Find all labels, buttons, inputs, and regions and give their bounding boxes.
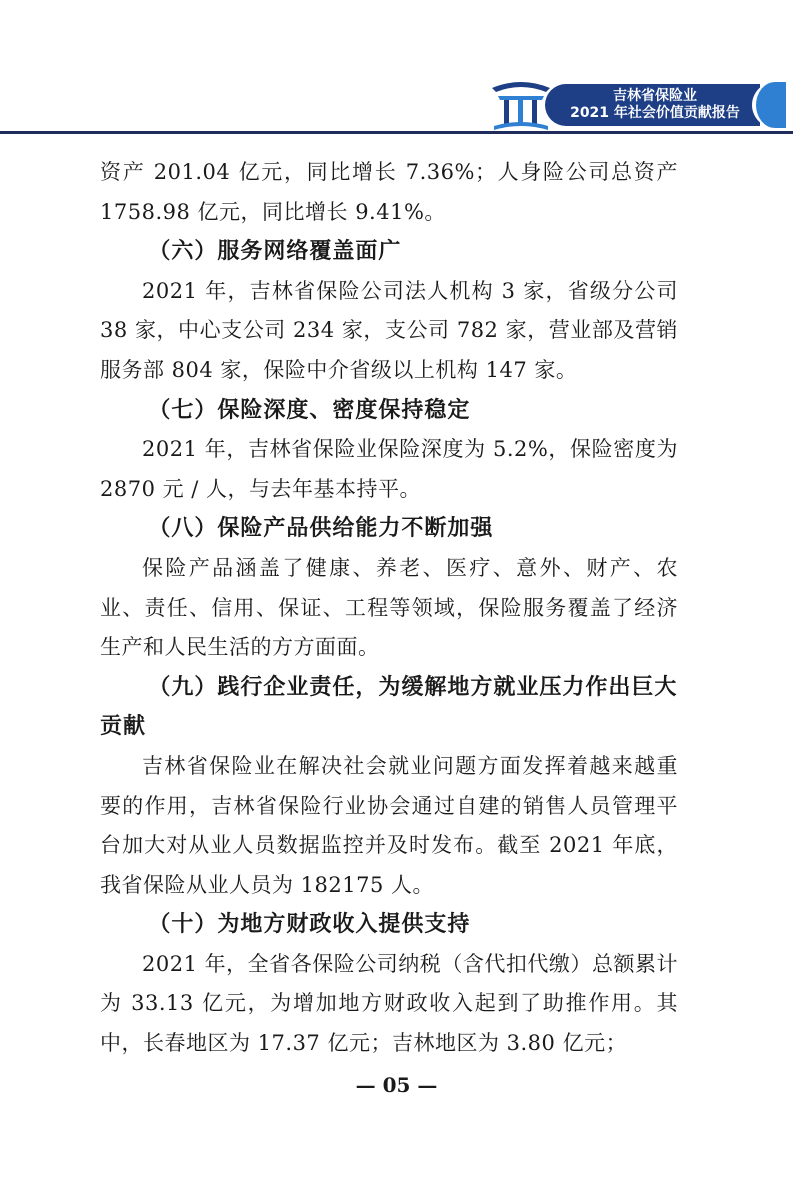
paragraph-tax: 2021 年，全省各保险公司纳税（含代扣代缴）总额累计为 33.13 亿元，为增加地方财政收入起到了助推作用。其中，长春地区为 17.37 亿元；吉林地区为 3.80 亿元； [100, 951, 678, 1056]
header-title [560, 88, 750, 122]
section-heading-9: （九）践行企业责任，为缓解地方就业压力作出巨大贡献 [100, 673, 678, 740]
gate-logo-icon [490, 78, 552, 132]
header-rule [0, 131, 793, 134]
header-title-line1: 吉林省保险业 [613, 88, 697, 104]
header-title-line2: 2021 年社会价值贡献报告 [570, 105, 740, 121]
paragraph-assets: 资产 201.04 亿元，同比增长 7.36%；人身险公司总资产 1758.98 亿元，同比增长 9.41%。 [100, 160, 678, 224]
paragraph-products: 保险产品涵盖了健康、养老、医疗、意外、财产、农业、责任、信用、保证、工程等领域，保险服务覆盖了经济生产和人民生活的方方面面。 [100, 555, 678, 660]
section-heading-6: （六）服务网络覆盖面广 [148, 238, 402, 265]
section-heading-8: （八）保险产品供给能力不断加强 [148, 515, 494, 542]
paragraph-service-network: 2021 年，吉林省保险公司法人机构 3 家，省级分公司 38 家，中心支公司 234 家，支公司 782 家，营业部及营销服务部 804 家，保险中介省级以上机构 147 家。 [100, 278, 678, 382]
paragraph-depth-density: 2021 年，吉林省保险业保险深度为 5.2%，保险密度为 2870 元 / 人，与去年基本持平。 [100, 437, 678, 501]
section-heading-10: （十）为地方财政收入提供支持 [148, 911, 471, 938]
paragraph-employment: 吉林省保险业在解决社会就业问题方面发挥着越来越重要的作用，吉林省保险行业协会通过自建的销售人员管理平台加大对从业人员数据监控并及时发布。截至 2021 年底，我省保险从业人员为 182175 人。 [100, 753, 678, 897]
section-heading-7: （七）保险深度、密度保持稳定 [148, 396, 471, 423]
page-number: — 05 — [355, 1073, 438, 1097]
report-body [100, 153, 678, 1064]
